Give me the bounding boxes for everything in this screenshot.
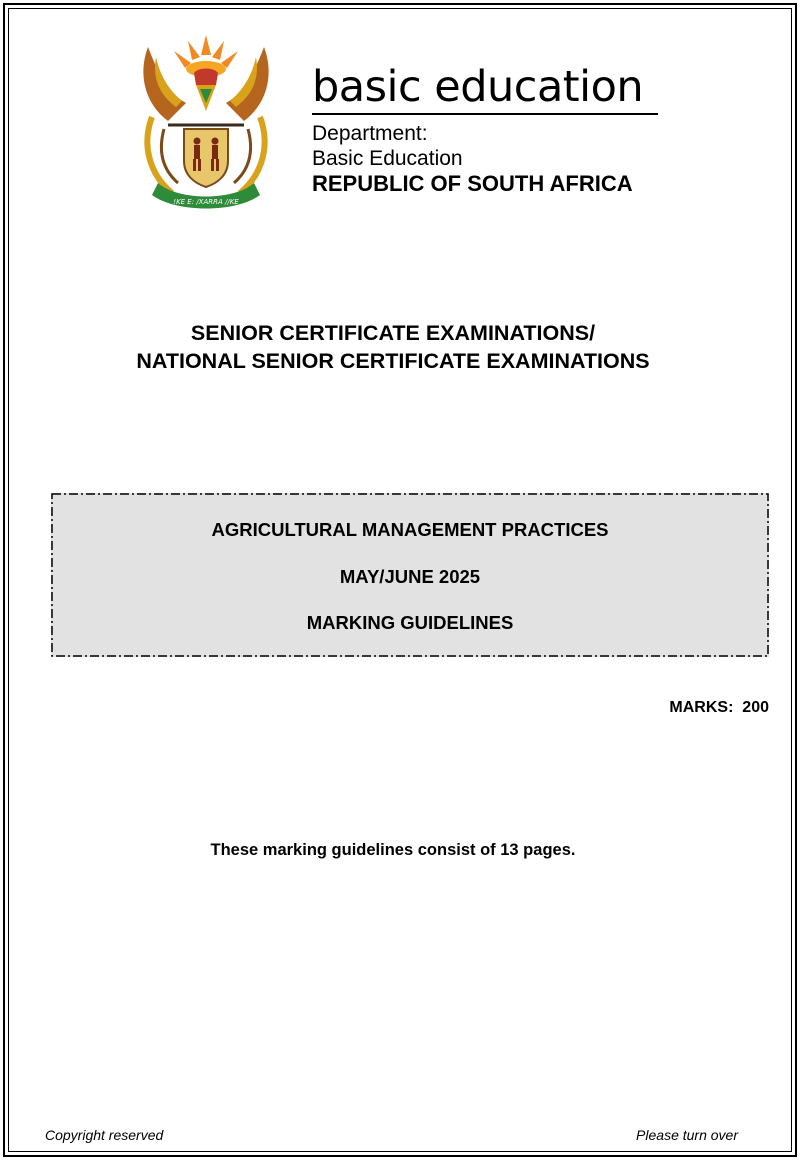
department-name: Basic Education (312, 147, 463, 170)
brand-title: basic education (312, 62, 644, 112)
brand-rule (312, 113, 658, 115)
copyright-footer: Copyright reserved (45, 1127, 164, 1143)
svg-text:!KE E: /XARRA //KE: !KE E: /XARRA //KE (173, 198, 239, 206)
country-name: REPUBLIC OF SOUTH AFRICA (312, 171, 633, 196)
total-marks: MARKS: 200 (669, 699, 769, 716)
turn-over-footer: Please turn over (636, 1127, 738, 1143)
coat-of-arms-icon (138, 33, 274, 211)
department-label: Department: (312, 122, 428, 145)
exam-session: MAY/JUNE 2025 (339, 566, 481, 587)
page-count-note: These marking guidelines consist of 13 pages. (210, 841, 576, 859)
subject-name: AGRICULTURAL MANAGEMENT PRACTICES (211, 519, 609, 540)
subject-box (51, 493, 769, 657)
department-brand (312, 62, 662, 196)
exam-title-line2: NATIONAL SENIOR CERTIFICATE EXAMINATIONS (136, 349, 650, 373)
exam-title-line1: SENIOR CERTIFICATE EXAMINATIONS/ (190, 321, 596, 345)
document-type: MARKING GUIDELINES (306, 612, 514, 633)
